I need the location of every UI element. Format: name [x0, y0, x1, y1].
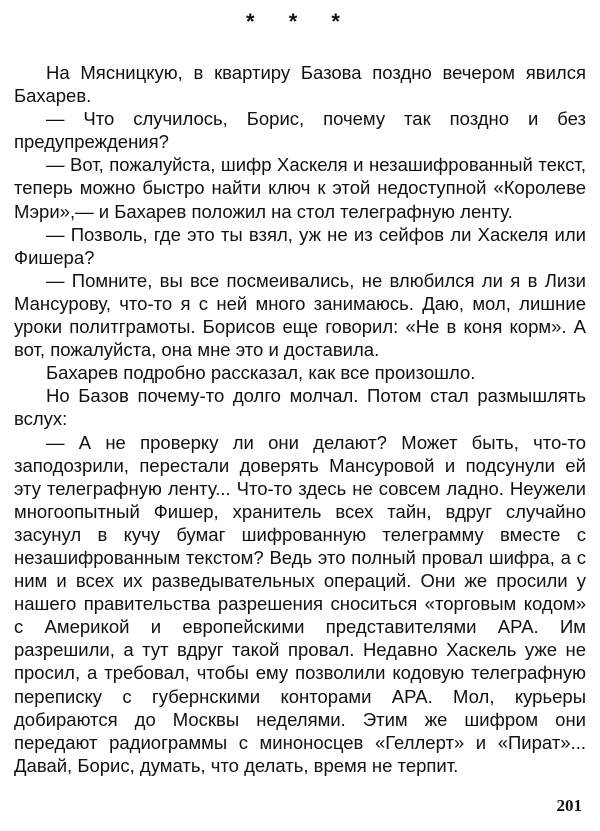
paragraph: На Мясницкую, в квартиру Базова поздно вечером явился Бахарев. — [14, 62, 586, 107]
paragraph: — А не проверку ли они делают? Может быть, что-то заподозрили, перестали доверять Мансуровой и подсунули ей эту телеграфную ленту... Что-то здесь не совсем ладно. Неужели многоопытный Фишер, хранитель всех тайн, вдруг случайно засунул в кучу бумаг шифрованную телеграмму вместе с незашифрованным текстом? Ведь это полный провал шифра, а с ним и всех их разведывательных операций. Они же просили у нашего правительства разрешения сноситься «торговым кодом» с Америкой и европейскими представителями АРА. Им разрешили, а тут вдруг такой провал. Недавно Хаскель уже не просил, а требовал, чтобы ему позволили кодовую телеграфную переписку с губернскими конторами АРА. Мол, курьеры добираются до Москвы неделями. Этим же шифром они передают радиограммы с миноносцев «Геллерт» и «Пират»... Давай, Борис, думать, что делать, время не терпит. — [14, 431, 586, 776]
book-page — [14, 0, 586, 831]
paragraph: — Позволь, где это ты взял, уж не из сейфов ли Хаскеля или Фишера? — [14, 223, 586, 268]
paragraph: — Помните, вы все посмеивались, не влюбился ли я в Лизи Мансурову, что-то я с ней много занимаюсь. Даю, мол, лишние уроки политграмоты. Борисов еще говорил: «Не в коня корм». А вот, пожалуйста, она мне это и доставила. — [14, 269, 586, 361]
paragraph: — Что случилось, Борис, почему так поздно и без предупреждения? — [14, 108, 586, 153]
paragraph: Но Базов почему-то долго молчал. Потом стал размышлять вслух: — [14, 385, 586, 430]
body-text — [14, 61, 586, 777]
page-number: 201 — [556, 796, 582, 815]
section-separator: * * * — [246, 9, 354, 34]
paragraph: — Вот, пожалуйста, шифр Хаскеля и незашифрованный текст, теперь можно быстро найти ключ к этой недоступной «Королеве Мэри»,— и Бахарев положил на стол телеграфную ленту. — [14, 154, 586, 222]
paragraph: Бахарев подробно рассказал, как все произошло. — [46, 362, 476, 384]
